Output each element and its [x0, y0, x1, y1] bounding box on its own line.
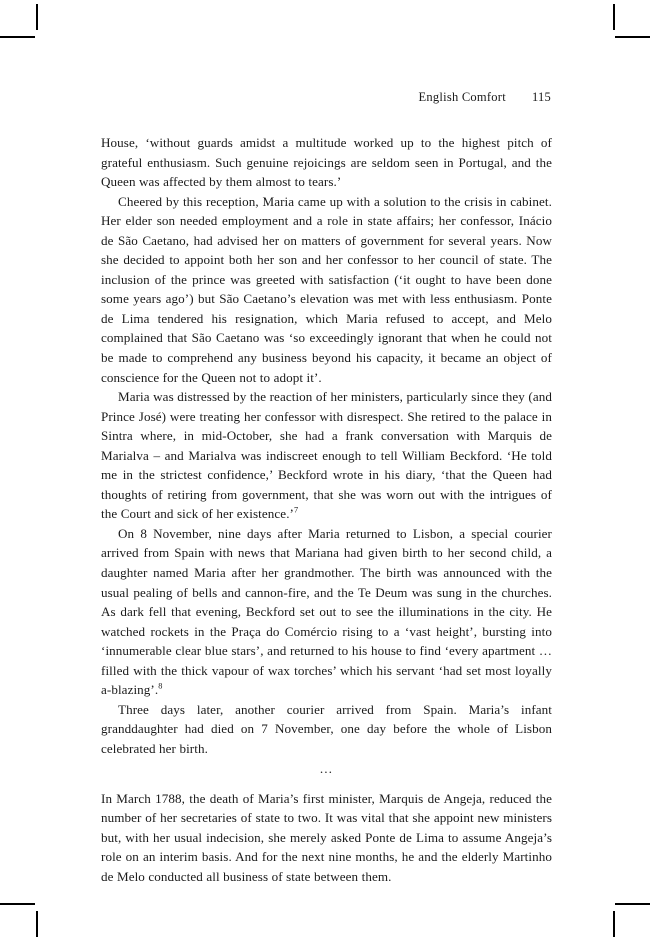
paragraph-3	[101, 387, 552, 524]
crop-mark-bottom-left-vertical	[36, 911, 38, 937]
running-head-title: English Comfort	[418, 90, 506, 104]
paragraph-4-text: On 8 November, nine days after Maria returned to Lisbon, a special courier arrived from Spain with news that Mariana had given birth to her second child, a daughter named Maria after her grandmother. The birth was announced with the usual pealing of bells and cannon-fire, and the Te Deum was sung in the churches. As dark fell that evening, Beckford set out to see the illuminations in the city. He watched rockets in the Praça do Comércio rising to a ‘vast height’, bursting into ‘innumerable clear blue stars’, and returned to his house to find ‘every apartment … filled with the thick vapour of wax torches’ which his servant ‘had set most loyally a-blazing’.	[101, 525, 552, 698]
crop-mark-top-left-horizontal	[0, 36, 35, 38]
footnote-marker-8[interactable]: 8	[158, 681, 163, 691]
running-head	[101, 90, 551, 105]
crop-mark-top-left-vertical	[36, 4, 38, 30]
crop-mark-top-right-horizontal	[615, 36, 650, 38]
footnote-marker-7[interactable]: 7	[294, 506, 299, 516]
section-break-ellipsis: …	[319, 760, 334, 776]
paragraph-1: House, ‘without guards amidst a multitude worked up to the highest pitch of grateful enthusiasm. Such genuine rejoicings are seldom seen in Portugal, and the Queen was affected by them almost to tears.’	[101, 135, 552, 190]
body-text-block	[101, 133, 552, 886]
page-number: 115	[531, 90, 551, 104]
crop-mark-bottom-left-horizontal	[0, 903, 35, 905]
paragraph-4	[101, 524, 552, 700]
paragraph-5: Three days later, another courier arrived from Spain. Maria’s infant granddaughter had died on 7 November, one day before the whole of Lisbon celebrated her birth.	[101, 701, 552, 756]
crop-mark-bottom-right-vertical	[613, 911, 615, 937]
crop-mark-top-right-vertical	[613, 4, 615, 30]
crop-mark-bottom-right-horizontal	[615, 903, 650, 905]
paragraph-2: Cheered by this reception, Maria came up with a solution to the crisis in cabinet. Her elder son needed employment and a role in state affairs; her confessor, Inácio de São Caetano, had advised her on matters of government for several years. Now she decided to appoint both her son and her confessor to her council of state. The inclusion of the prince was greeted with satisfaction (‘it ought to have been done some years ago’) but São Caetano’s elevation was met with less enthusiasm. Ponte de Lima tendered his resignation, which Maria refused to accept, and Melo complained that São Caetano was ‘so exceedingly ignorant that when he could not be made to comprehend any business beyond his capacity, it became an object of conscience for the Queen not to adopt it’.	[101, 193, 552, 385]
paragraph-6: In March 1788, the death of Maria’s first minister, Marquis de Angeja, reduced the number of her secretaries of state to two. It was vital that she appoint new ministers but, with her usual indecision, she merely asked Ponte de Lima to assume Angeja’s role on an interim basis. And for the next nine months, he and the elderly Martinho de Melo conducted all business of state between them.	[101, 790, 552, 884]
paragraph-3-text: Maria was distressed by the reaction of her ministers, particularly since they (and Prince José) were treating her confessor with disrespect. She retired to the palace in Sintra where, in mid-October, she had a frank conversation with Marquis de Marialva – and Marialva was indiscreet enough to tell William Beckford. ‘He told me in the strictest confidence,’ Beckford wrote in his diary, ‘that the Queen had thoughts of retiring from government, that she was worn out with the intrigues of the Court and sick of her existence.’	[101, 389, 552, 522]
